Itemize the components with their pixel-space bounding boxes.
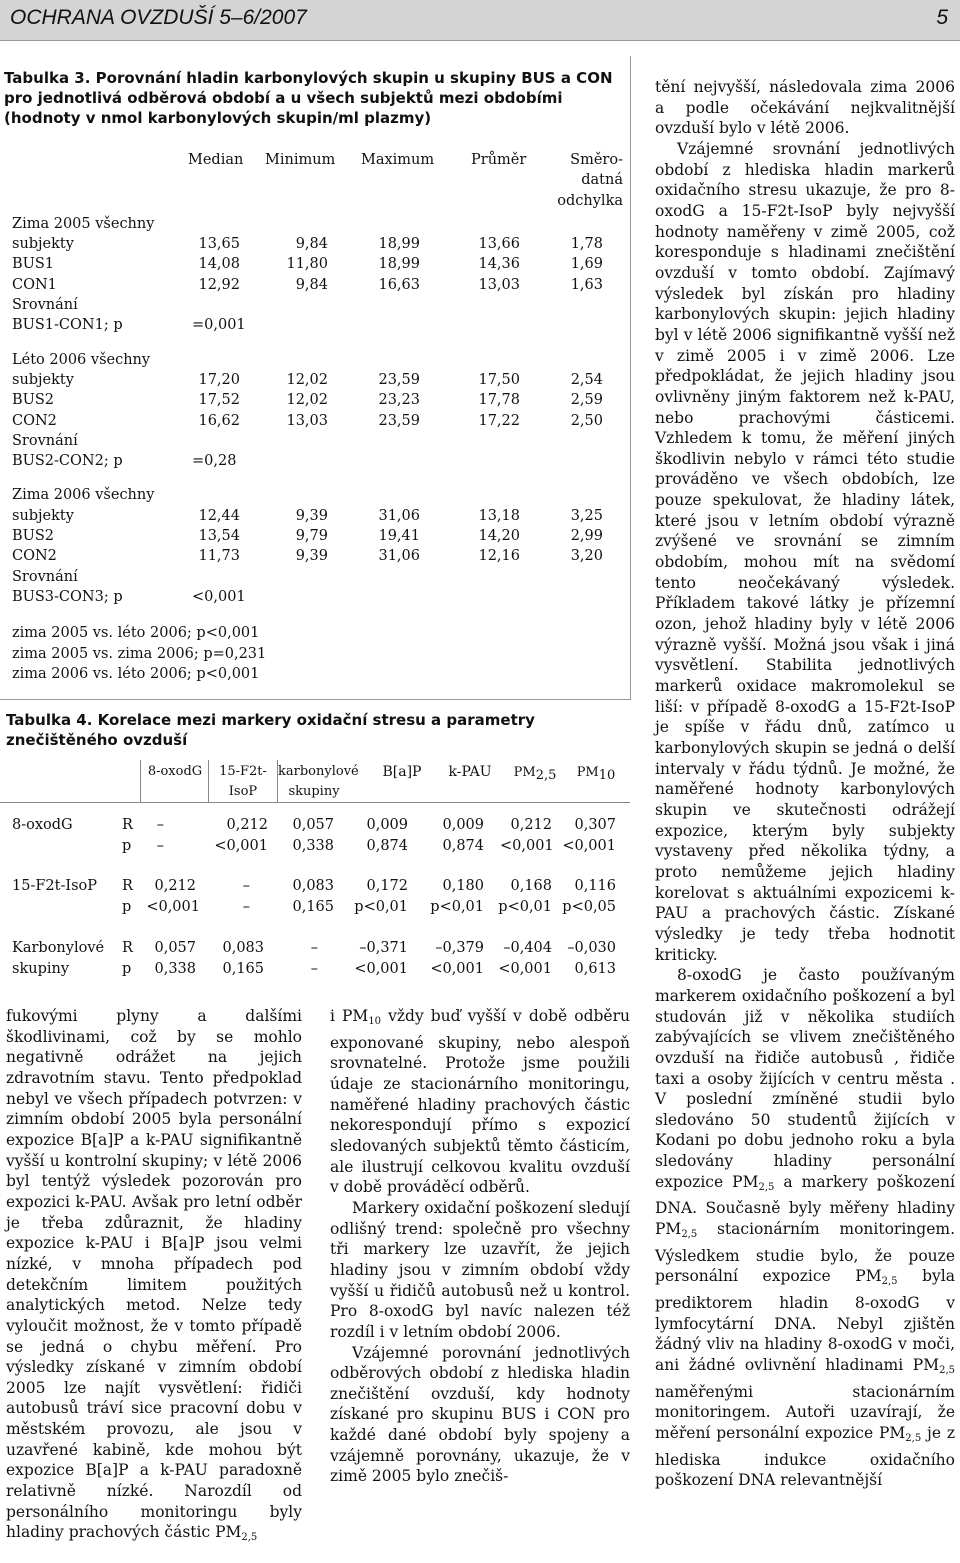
cell: 1,69 — [570, 256, 603, 273]
cell: 0,613 — [574, 961, 616, 977]
comparison-pair: BUS2-CON2; p — [12, 453, 123, 470]
row-label: subjekty — [12, 371, 74, 388]
row-label: BUS2 — [12, 528, 55, 545]
cell: <0,001 — [430, 961, 484, 977]
subscript: 10 — [368, 1016, 382, 1027]
table-row — [6, 390, 626, 410]
cell: – — [242, 878, 250, 894]
comparison-label-text: Srovnání — [12, 568, 78, 585]
pm-label: PM — [513, 765, 536, 780]
cell: 0,009 — [366, 817, 408, 833]
paragraph-text: tění nejvyšší, následovala zima 2006 a podle očekávání nejkvalitnější ovzduší bylo v létě 2006. — [655, 78, 955, 138]
comparison-label-text: Srovnání — [12, 297, 78, 314]
col-header-mean: Průměr — [471, 152, 527, 168]
row-label: BUS1 — [12, 256, 55, 273]
cell: 0,116 — [574, 878, 616, 894]
col-header-minimum: Minimum — [265, 152, 336, 168]
row-label: CON2 — [12, 412, 57, 429]
cell: 16,63 — [378, 276, 420, 293]
cell: 13,18 — [478, 507, 520, 524]
stat-label: R — [122, 878, 133, 894]
cell: 0,083 — [222, 940, 264, 956]
cell: 9,39 — [295, 507, 328, 524]
spacer — [6, 607, 626, 623]
body-text-left — [6, 1006, 302, 1549]
cell: –0,371 — [359, 940, 408, 956]
col-header-k-pau: k-PAU — [448, 764, 492, 780]
cell: 17,78 — [478, 392, 520, 409]
cell: 2,50 — [570, 412, 603, 429]
cell: 13,65 — [198, 236, 240, 253]
row-label: CON1 — [12, 276, 57, 293]
col-header-sd-3: odchylka — [557, 192, 623, 209]
cell: 9,39 — [295, 548, 328, 565]
cell: 0,338 — [154, 961, 196, 977]
paragraph — [330, 1343, 630, 1488]
table3-header-line2 — [6, 170, 626, 190]
table3-caption — [4, 68, 626, 128]
cell: 0,165 — [292, 899, 334, 915]
table-row — [0, 897, 630, 917]
pm-subscript: 10 — [598, 768, 616, 783]
cell: – — [156, 838, 164, 854]
table-row — [6, 370, 626, 390]
comparison-label — [6, 295, 626, 315]
cell: <0,001 — [498, 961, 552, 977]
row-label: 8-oxodG — [12, 817, 73, 833]
col-header-carbonyl-2: skupiny — [288, 784, 340, 799]
subscript: 2,5 — [241, 1532, 258, 1544]
subscript: 2,5 — [681, 1229, 698, 1241]
cell: 0,212 — [154, 878, 196, 894]
cell: 13,54 — [198, 528, 240, 545]
cell: –0,379 — [435, 940, 484, 956]
table3 — [6, 150, 626, 684]
cell: 1,78 — [570, 236, 603, 253]
cell: 9,84 — [295, 236, 328, 253]
cell: 23,59 — [378, 412, 420, 429]
paragraph-text: 8-oxodG je často používaným markerem oxidačního poškození a byl studován již v několika studiích zabývajících se vlivem znečištěného ovzduší na řidiče autobusů , řidiče taxi a osoby žijících v centru města . V poslední zmíněné studii bylo sledováno 50 studentů žijících v Kodani po dobu jednoho roku a byla sledovány hladiny personální expozice PM — [655, 966, 955, 1191]
cell: 31,06 — [378, 507, 420, 524]
cell: –0,404 — [503, 940, 552, 956]
cell: 17,52 — [198, 392, 240, 409]
group-title — [6, 485, 626, 505]
cell: 12,44 — [198, 507, 240, 524]
divider — [140, 760, 141, 802]
table-row — [6, 254, 626, 274]
pm-subscript: 2,5 — [535, 768, 557, 783]
col-header-pm10 — [566, 762, 626, 786]
cell: 17,50 — [478, 371, 520, 388]
paragraph-text: fukovými plyny a dalšími škodlivinami, což by se mohlo negativně odrážet na jejich zdravotním stavu. Tento předpoklad nebyl ve všech případech potvrzen: v zimním období 2005 byla personální expozice B[a]P a k-PAU signifikantně vyšší u kontrolní skupiny; v létě 2006 byl tentýž výsledek pozorován pro expozici k-PAU. Avšak pro letní odběr je třeba zdůraznit, že hladiny expozice k-PAU i B[a]P jsou velmi nízké, v mnoha případech pod detekčním limitem použitých analytických metod. Nelze tedy vyloučit možnost, že v tomto případě se jedná o chybu měření. Pro výsledky získané v zimním období 2005 lze najít vysvětlení: řidiči autobusů tráví sice pracovní dobu v městském provozu, ale jsou v uzavřené kabině, kde mohou být expozice B[a]P a k-PAU paradoxně relativně nízké. Narozdíl od personálního monitoringu byly hladiny prachových částic PM — [6, 1007, 302, 1542]
cell: p<0,01 — [430, 899, 484, 915]
paragraph — [6, 1006, 302, 1549]
body-text-right — [655, 77, 955, 1491]
cell: – — [310, 940, 318, 956]
cell: 0,168 — [510, 878, 552, 894]
table4-header — [0, 760, 630, 803]
cell: 1,63 — [570, 276, 603, 293]
cell: 9,84 — [295, 276, 328, 293]
paragraph-text: je z hlediska indukce oxidačního poškození DNA relevantnější — [655, 1424, 956, 1490]
cell: 14,20 — [478, 528, 520, 545]
col-header-bap: B[a]P — [382, 764, 422, 780]
cell: – — [242, 899, 250, 915]
cell: 0,009 — [442, 817, 484, 833]
table-row — [0, 938, 630, 958]
table-row — [6, 506, 626, 526]
table-row — [6, 411, 626, 431]
paragraph-text: vždy buď vyšší v době odběru exponované skupiny, nebo alespoň srovnatelné. Protože jsme použili údaje ze stacionárního monitoringu, naměřené hladiny prachových částic nekorespondují přímo s expozicí sledovaných subjektů těmto částicím, ale ilustrují celkovou kvalitu ovzduší v době prováděcí odběrů. — [330, 1007, 630, 1197]
paragraph-text: Markery oxidační poškození sledují odlišný trend: společně pro všechny tři markery lze uzavřít, že jejich hladiny jsou v zimním období vždy vyšší u řidičů autobusů než u kontrol. Pro 8-oxodG byl navíc nalezen též rozdíl i v letním období 2006. — [330, 1198, 630, 1341]
comparison-label — [6, 567, 626, 587]
table-row — [0, 815, 630, 835]
row-label: Karbonylové — [12, 940, 105, 956]
group-title — [6, 350, 626, 370]
cell: 18,99 — [378, 236, 420, 253]
paragraph-text: a markery poškození DNA. Současně byly měřeny hladiny PM — [655, 1172, 955, 1239]
table-row — [6, 234, 626, 254]
subscript: 2,5 — [758, 1181, 775, 1193]
comparison-row — [6, 451, 626, 471]
paragraph — [330, 1198, 630, 1343]
row-label: BUS2 — [12, 392, 55, 409]
table4-caption-text: Korelace mezi markery oxidační stresu a parametry znečištěného ovzduší — [6, 711, 535, 749]
table3-footer-line — [6, 664, 626, 684]
body-text-middle — [330, 1006, 630, 1487]
table3-header — [6, 150, 626, 170]
cell: 0,338 — [292, 838, 334, 854]
pm-label: PM — [576, 765, 599, 780]
table3-footer-line — [6, 623, 626, 643]
row-label: 15-F2t-IsoP — [12, 878, 98, 894]
cell: 2,99 — [570, 528, 603, 545]
cell: 0,307 — [574, 817, 616, 833]
cell: 12,02 — [286, 392, 328, 409]
table-row — [0, 836, 630, 856]
cell: <0,001 — [354, 961, 408, 977]
cell: 11,80 — [286, 256, 328, 273]
cell: 0,165 — [222, 961, 264, 977]
table3-label: Tabulka 3. — [4, 69, 91, 87]
stat-label: p — [122, 838, 132, 854]
cell: 23,23 — [378, 392, 420, 409]
col-header-carbonyl: karbonylové — [278, 764, 359, 779]
journal-title: OCHRANA OVZDUŠÍ 5–6/2007 — [10, 6, 307, 29]
table-row — [6, 526, 626, 546]
cell: <0,001 — [214, 838, 268, 854]
page-header — [0, 0, 960, 41]
table-row — [0, 876, 630, 896]
cell: p<0,01 — [354, 899, 408, 915]
col-header-sd-2: datná — [581, 172, 623, 189]
table3-header-line3 — [6, 191, 626, 211]
cell: 18,99 — [378, 256, 420, 273]
cell: 17,20 — [198, 371, 240, 388]
stat-label: R — [122, 817, 133, 833]
footer-text: zima 2005 vs. léto 2006; p<0,001 — [12, 625, 260, 642]
paragraph-text: Vzájemné porovnání jednotlivých odběrových období z hlediska hladin znečištění ovzduší, kdy hodnoty získané pro skupinu BUS i CON pro každé dané období byly spojeny a vzájemně porovnány, ukazuje, že v zimě 2005 bylo znečiš- — [330, 1343, 630, 1486]
cell: – — [156, 817, 164, 833]
cell: 0,212 — [226, 817, 268, 833]
comparison-label — [6, 431, 626, 451]
paragraph-text: byla prediktorem hladin 8-oxodG v lymfocytární DNA. Nebyl zjištěn žádný vliv na hladiny 8-oxodG v moči, ani žádné ovlivnění hladinami PM — [655, 1267, 955, 1375]
table3-caption-text: Porovnání hladin karbonylových skupin u skupiny BUS a CON pro jednotlivá odběrová období a u všech subjektů mezi obdobími (hodnoty v nmol karbonylových skupin/ml plazmy) — [4, 69, 613, 127]
cell: 0,057 — [154, 940, 196, 956]
cell: 13,03 — [478, 276, 520, 293]
cell: 9,79 — [295, 528, 328, 545]
cell: 17,22 — [478, 412, 520, 429]
comparison-label-text: Srovnání — [12, 432, 78, 449]
stat-label: p — [122, 961, 132, 977]
p-value: =0,001 — [192, 317, 246, 334]
cell: – — [310, 961, 318, 977]
cell: 0,172 — [366, 878, 408, 894]
cell: 2,54 — [570, 371, 603, 388]
table-row — [6, 275, 626, 295]
cell: <0,001 — [562, 838, 616, 854]
cell: 0,083 — [292, 878, 334, 894]
cell: 3,25 — [570, 507, 603, 524]
cell: 19,41 — [378, 528, 420, 545]
group-title-text: Zima 2006 všechny — [12, 487, 155, 504]
col-header-maximum: Maximum — [361, 152, 435, 168]
cell: 14,36 — [478, 256, 520, 273]
cell: <0,001 — [146, 899, 200, 915]
footer-text: zima 2006 vs. léto 2006; p<0,001 — [12, 665, 260, 682]
table-row — [0, 959, 630, 979]
spacer — [6, 471, 626, 485]
cell: 2,59 — [570, 392, 603, 409]
col-header-sd: Směro- — [570, 152, 623, 168]
footer-text: zima 2005 vs. zima 2006; p=0,231 — [12, 645, 267, 662]
cell: 0,874 — [442, 838, 484, 854]
subscript: 2,5 — [881, 1276, 898, 1288]
paragraph — [655, 77, 955, 139]
paragraph-text: i PM — [330, 1007, 369, 1025]
cell: 23,59 — [378, 371, 420, 388]
cell: 11,73 — [198, 548, 240, 565]
cell: 12,16 — [478, 548, 520, 565]
spacer — [6, 336, 626, 350]
subscript: 2,5 — [939, 1365, 955, 1377]
paragraph-text: naměřenými stacionárním monitoringem. Autoři uzavírají, že měření personální expozice PM — [655, 1382, 955, 1442]
cell: 3,20 — [570, 548, 603, 565]
table4-caption — [6, 710, 628, 750]
paragraph-text: Vzájemné srovnání jednotlivých období z hlediska hladin markerů oxidačního stresu ukazuje, že pro 8-oxodG a 15-F2t-IsoP byly nejvyšší hodnoty naměřeny v zimě 2005, což koresponduje s hladinami znečištění ovzduší v tomto období. Zajímavý výsledek byl získán pro hladiny karbonylových skupin: jejich hladiny byl v létě 2006 signifikantně vyšší než v zimě 2005 i v zimě 2006. Lze předpokládat, že jejich hladiny jsou ovlivněny jiným faktorem než k-PAU, nebo prachovými částicemi. Vzhledem k tomu, že měření jiných škodlivin nebylo v rámci této studie prováděno ve všech obdobích, lze pouze spekulovat, že hladiny látek, které jsou v letním období výrazně zvýšené ve srovnání se zimním obdobím, mohou mít na svědomí tento neočekávaný výsledek. Příkladem takové látky je přízemní ozon, jehož hladiny byly v létě 2006 výrazně vyšší. Možná jsou však i jiná vysvětlení. Stabilita jednotlivých markerů oxidace makromolekul se liší: v případě 8-oxodG a 15-F2t-IsoP je spíše v řádu dnů, zatímco u karbonylových skupin se jedná o delší intervaly v řádu týdnů. Je možné, že naměřené hodnoty karbonylových skupin ve skutečnosti odrážejí expozice, kterým byly subjekty vystaveny před několika týdny, a proto nemůžeme jejich hladiny korelovat s aktuálními expozicemi k-PAU a prachových částic. Získané výsledky je tedy třeba hodnotit kriticky. — [655, 139, 955, 964]
cell: 0,057 — [292, 817, 334, 833]
p-value: =0,28 — [192, 453, 237, 470]
comparison-pair: BUS3-CON3; p — [12, 588, 123, 605]
col-header-pm25 — [505, 762, 565, 786]
col-header-median: Median — [188, 152, 244, 168]
table3-footer-line — [6, 644, 626, 664]
cell: 12,02 — [286, 371, 328, 388]
cell: 0,874 — [366, 838, 408, 854]
table4-label: Tabulka 4. — [6, 711, 93, 729]
stat-label: R — [122, 940, 133, 956]
comparison-row — [6, 587, 626, 607]
cell: 13,66 — [478, 236, 520, 253]
cell: 0,180 — [442, 878, 484, 894]
paragraph — [330, 1006, 630, 1198]
cell: 16,62 — [198, 412, 240, 429]
stat-label: p — [122, 899, 132, 915]
cell: 14,08 — [198, 256, 240, 273]
p-value: <0,001 — [192, 588, 246, 605]
cell: 13,03 — [286, 412, 328, 429]
page-number: 5 — [936, 6, 948, 29]
cell: p<0,05 — [562, 899, 616, 915]
subscript: 2,5 — [905, 1433, 922, 1444]
paragraph — [655, 965, 955, 1491]
group-title-text: Léto 2006 všechny — [12, 351, 151, 368]
comparison-pair: BUS1-CON1; p — [12, 317, 123, 334]
cell: <0,001 — [500, 838, 554, 854]
row-label: skupiny — [12, 961, 70, 977]
cell: 0,212 — [510, 817, 552, 833]
row-label: subjekty — [12, 507, 74, 524]
paragraph — [655, 139, 955, 965]
group-title-text: Zima 2005 všechny — [12, 215, 155, 232]
row-label: CON2 — [12, 548, 57, 565]
paragraph-text: stacionárním monitoringem. Výsledkem studie bylo, že pouze personální expozice PM — [655, 1220, 955, 1286]
cell: –0,030 — [567, 940, 616, 956]
table-row — [6, 546, 626, 566]
comparison-row — [6, 315, 626, 335]
col-header-15-f2t-isop: 15-F2t-IsoP — [219, 764, 267, 799]
cell: p<0,01 — [498, 899, 552, 915]
cell: 12,92 — [198, 276, 240, 293]
group-title — [6, 214, 626, 234]
col-header-8-oxodg: 8-oxodG — [147, 764, 203, 779]
row-label: subjekty — [12, 236, 74, 253]
cell: 31,06 — [378, 548, 420, 565]
